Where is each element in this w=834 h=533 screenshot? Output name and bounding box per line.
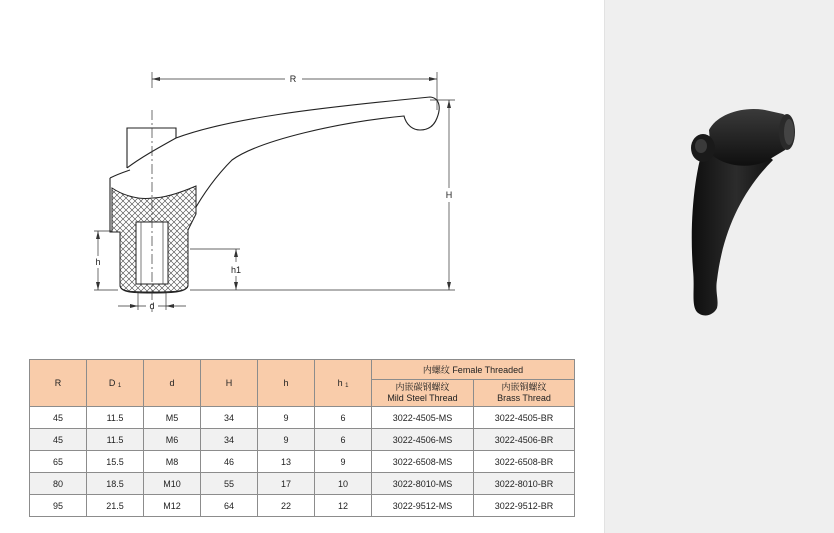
table-cell: 80 xyxy=(30,473,87,495)
table-cell: 18.5 xyxy=(87,473,144,495)
table-cell: 21.5 xyxy=(87,495,144,517)
dim-r-label: R xyxy=(289,74,297,84)
table-cell: 11.5 xyxy=(87,429,144,451)
col-header-d: d xyxy=(144,360,201,407)
table-row xyxy=(30,429,575,451)
dimension-small-h xyxy=(94,231,118,290)
table-cell: 3022-4505-MS xyxy=(372,407,474,429)
dim-small-h-label: h xyxy=(95,257,101,267)
table-cell: 9 xyxy=(258,429,315,451)
dim-d-label: d xyxy=(149,301,155,311)
table-cell: 45 xyxy=(30,407,87,429)
table-cell: 15.5 xyxy=(87,451,144,473)
col-header-mild-steel: 内嵌碳钢螺纹 Mild Steel Thread xyxy=(372,380,474,407)
technical-drawing xyxy=(0,0,604,340)
table-cell: 3022-4506-MS xyxy=(372,429,474,451)
hub-section xyxy=(112,186,196,293)
table-cell: 3022-8010-BR xyxy=(474,473,575,495)
table-cell: 22 xyxy=(258,495,315,517)
table-cell: 64 xyxy=(201,495,258,517)
dim-h-label: H xyxy=(445,190,453,200)
table-cell: M5 xyxy=(144,407,201,429)
table-cell: 65 xyxy=(30,451,87,473)
table-cell: 3022-9512-MS xyxy=(372,495,474,517)
table-cell: 13 xyxy=(258,451,315,473)
dimension-h1 xyxy=(190,249,241,290)
table-row xyxy=(30,407,575,429)
group-header-female-threaded: 内螺纹 Female Threaded xyxy=(372,360,575,380)
col-header-d1: D 1 xyxy=(87,360,144,407)
table-header-row xyxy=(30,360,575,380)
table-cell: 9 xyxy=(258,407,315,429)
lever-handle-image xyxy=(665,100,805,325)
table-cell: 6 xyxy=(315,407,372,429)
table-cell: M6 xyxy=(144,429,201,451)
col-header-small-h: h xyxy=(258,360,315,407)
table-cell: 55 xyxy=(201,473,258,495)
specification-table xyxy=(29,359,575,517)
table-cell: 12 xyxy=(315,495,372,517)
table-cell: 3022-4505-BR xyxy=(474,407,575,429)
table-cell: 17 xyxy=(258,473,315,495)
col-header-brass: 内嵌铜螺纹 Brass Thread xyxy=(474,380,575,407)
dimension-r xyxy=(152,72,437,110)
table-cell: 3022-9512-BR xyxy=(474,495,575,517)
table-cell: 3022-4506-BR xyxy=(474,429,575,451)
table-cell: 46 xyxy=(201,451,258,473)
table-row xyxy=(30,495,575,517)
table-cell: M10 xyxy=(144,473,201,495)
col-header-r: R xyxy=(30,360,87,407)
table-cell: 34 xyxy=(201,407,258,429)
table-cell: M8 xyxy=(144,451,201,473)
table-cell: 9 xyxy=(315,451,372,473)
table-cell: 6 xyxy=(315,429,372,451)
table-cell: 3022-8010-MS xyxy=(372,473,474,495)
col-header-h: H xyxy=(201,360,258,407)
table-cell: 45 xyxy=(30,429,87,451)
col-header-h1: h 1 xyxy=(315,360,372,407)
dim-h1-label: h1 xyxy=(230,265,242,275)
table-cell: 3022-6508-MS xyxy=(372,451,474,473)
table-cell: 11.5 xyxy=(87,407,144,429)
table-cell: 34 xyxy=(201,429,258,451)
table-row xyxy=(30,473,575,495)
table-cell: 10 xyxy=(315,473,372,495)
table-cell: 95 xyxy=(30,495,87,517)
product-photo-panel xyxy=(604,0,834,533)
table-cell: 3022-6508-BR xyxy=(474,451,575,473)
table-cell: M12 xyxy=(144,495,201,517)
table-row xyxy=(30,451,575,473)
